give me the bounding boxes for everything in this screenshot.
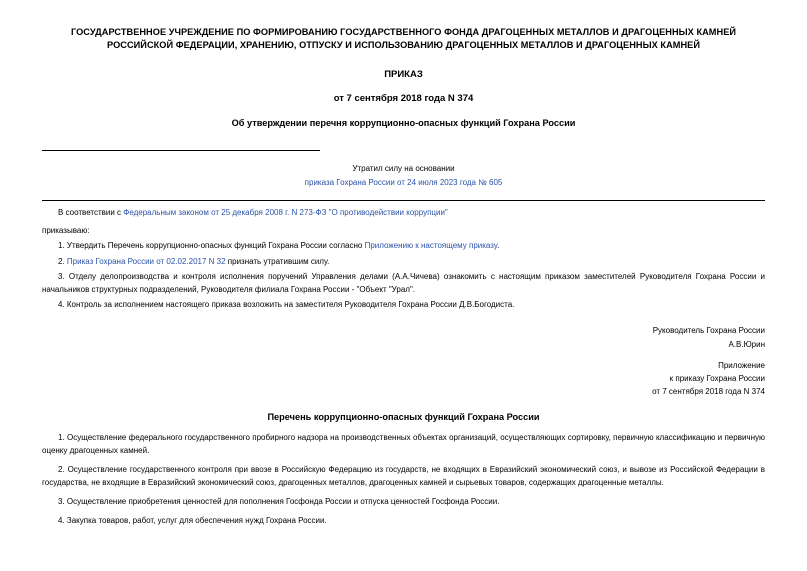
divider-short [42,150,320,151]
signature-position: Руководитель Гохрана России [652,326,765,336]
appendix-line-1: Приложение [718,360,765,370]
order-item-3: 3. Отделу делопроизводства и контроля исполнения поручений Управления делами (А.А.Чичева) ознакомить с настоящим приказом заместителей Руководителя Гохрана России и начальников структурных подразделений, Руководителя филиала Гохрана России - "Объект "Урал". [42,272,765,294]
appendix-reference [42,359,765,399]
appendix-line-2: к приказу Гохрана России [669,373,765,383]
appendix-line-3: от 7 сентября 2018 года N 374 [652,387,765,397]
signature-name: А.В.Юрин [728,339,765,349]
order-item-1-prefix: 1. Утвердить Перечень коррупционно-опасных функций Гохрана России согласно [58,241,365,251]
document-type: ПРИКАЗ [384,68,423,80]
appendix-list [42,432,765,527]
appendix-list-item-4: 4. Закупка товаров, работ, услуг для обеспечения нужд Гохрана России. [58,516,327,526]
order-word: приказываю: [42,226,90,236]
annulment-label: Утратил силу на основании [352,163,455,173]
organization-title: ГОСУДАРСТВЕННОЕ УЧРЕЖДЕНИЕ ПО ФОРМИРОВАНИЮ ГОСУДАРСТВЕННОГО ФОНДА ДРАГОЦЕННЫХ МЕТАЛЛОВ И ДРАГОЦЕННЫХ КАМНЕЙ РОССИЙСКОЙ ФЕДЕРАЦИИ, ХРАНЕНИЮ, ОТПУСКУ И ИСПОЛЬЗОВАНИЮ ДРАГОЦЕННЫХ МЕТАЛЛОВ И ДРАГОЦЕННЫХ КАМНЕЙ [70,27,737,51]
appendix-list-item-3: 3. Осуществление приобретения ценностей для пополнения Госфонда России и отпуска ценностей Госфонда России. [58,496,500,506]
federal-law-link[interactable]: Федеральным законом от 25 декабря 2008 г. N 273-ФЗ "О противодействии коррупции" [123,207,448,217]
order-item-4: 4. Контроль за исполнением настоящего приказа возложить на заместителя Руководителя Гохрана России Д.В.Богодиста. [58,300,515,310]
previous-order-link[interactable]: Приказ Гохрана России от 02.02.2017 N 32 [66,256,226,266]
signature-block [42,324,765,350]
annulment-link[interactable]: приказа Гохрана России от 24 июля 2023 года № 605 [304,177,503,187]
appendix-list-item-1: 1. Осуществление федерального государственного пробирного надзора на производственных объектах организаций, осуществляющих сортировку, первичную классификацию и первичную оценку драгоценных камней. [42,433,765,455]
order-item-2 [42,256,765,268]
order-item-2-suffix: признать утратившим силу. [225,256,330,266]
annulment-block [42,162,765,190]
document-date: от 7 сентября 2018 года N 374 [333,92,474,104]
order-item-1 [42,240,765,252]
appendix-link[interactable]: Приложению к настоящему приказу [364,241,498,251]
appendix-title: Перечень коррупционно-опасных функций Гохрана России [267,412,540,423]
appendix-list-item-2: 2. Осуществление государственного контроля при ввозе в Российскую Федерацию из государств, не входящих в Евразийский экономический союз, и вывозе из Российской Федерации в государства, не входящие в Евразийский экономический союз, драгоценных металлов, драгоценных камней и сырьевых товаров, содержащих драгоценные металлы. [42,465,765,487]
divider-long [42,200,765,201]
preamble-paragraph [42,207,765,219]
preamble-prefix: В соответствии с [58,207,124,217]
document-subject: Об утверждении перечня коррупционно-опасных функций Гохрана России [231,117,576,128]
order-item-2-prefix: 2. [58,256,67,266]
order-item-1-suffix: . [497,241,500,251]
